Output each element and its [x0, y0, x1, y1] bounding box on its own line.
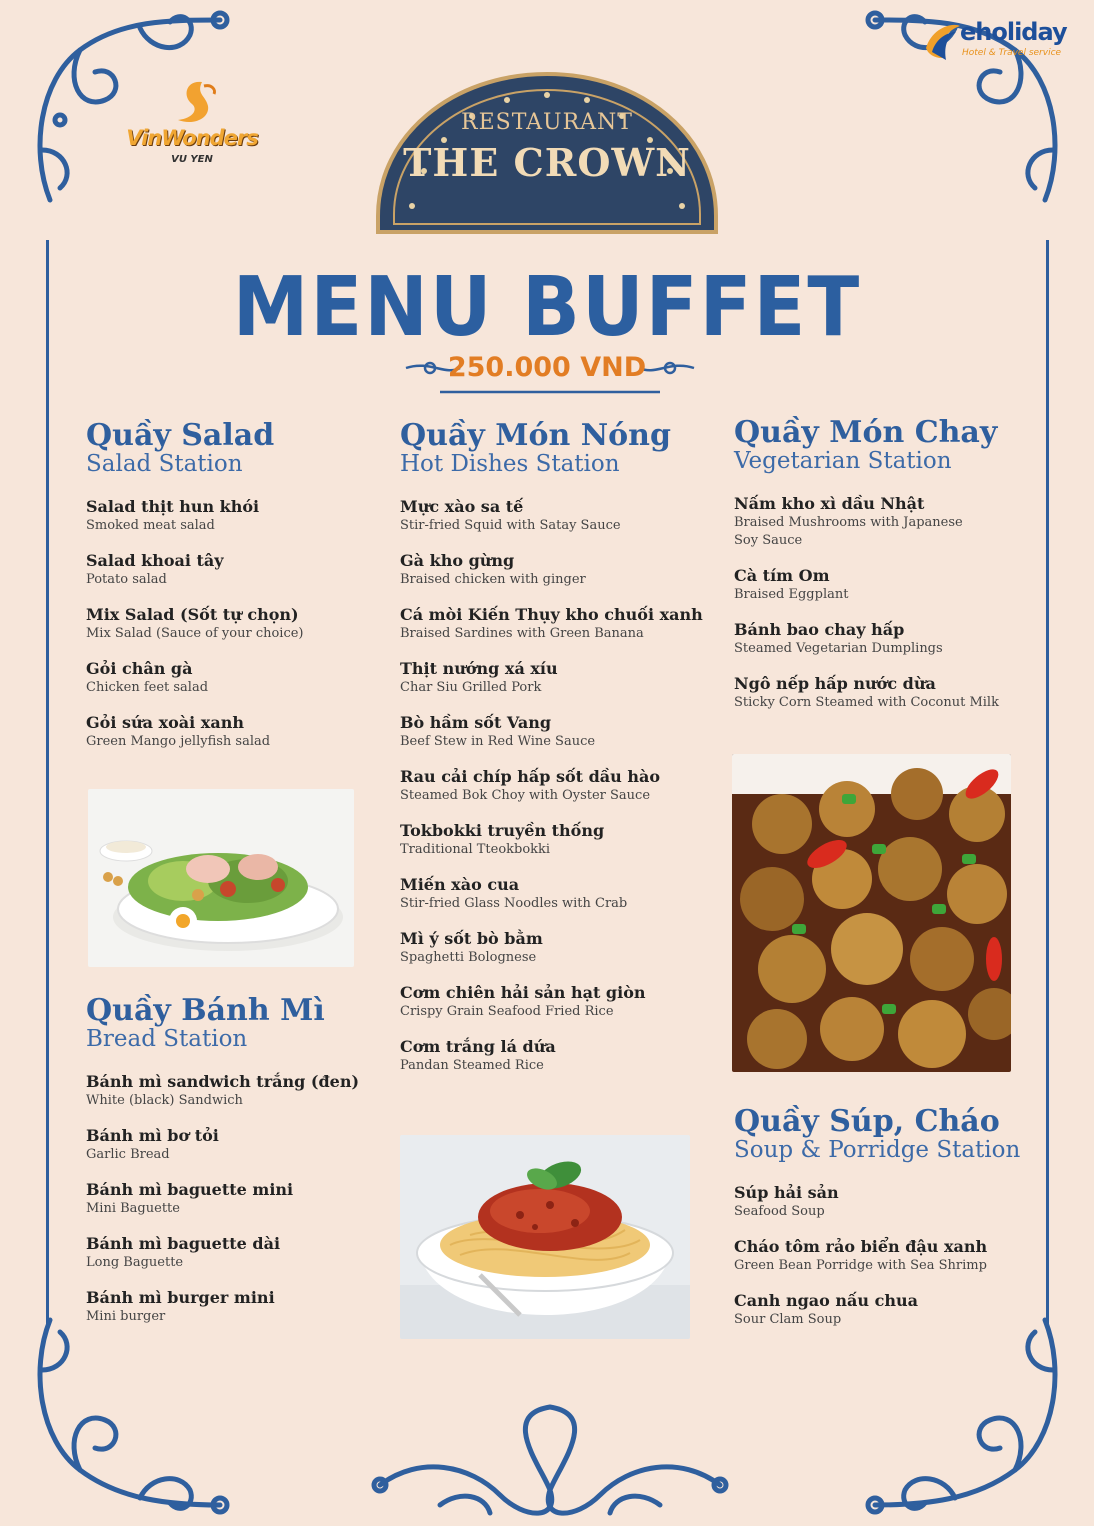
vinwonders-logo	[112, 78, 272, 178]
item-name-vi: Canh ngao nấu chua	[734, 1291, 918, 1310]
vinwonders-swan-icon	[164, 78, 220, 128]
item-name-vi: Gỏi chân gà	[86, 659, 193, 678]
item-name-en: Steamed Bok Choy with Oyster Sauce	[400, 788, 651, 803]
item-name-en: Mini Baguette	[86, 1201, 180, 1216]
vinwonders-sub: VU YEN	[171, 154, 213, 165]
menu-item	[400, 605, 720, 643]
menu-item	[86, 713, 386, 751]
item-name-vi: Salad thịt hun khói	[86, 497, 260, 516]
restaurant-name: THE CROWN	[403, 140, 691, 185]
item-name-vi: Gỏi sứa xoài xanh	[86, 713, 244, 732]
section-title-en: Vegetarian Station	[734, 448, 952, 474]
item-name-en: Braised chicken with ginger	[400, 572, 586, 587]
menu-item	[400, 1037, 720, 1075]
menu-item	[400, 551, 720, 589]
item-name-vi: Súp hải sản	[734, 1183, 839, 1202]
section-title-en: Soup & Porridge Station	[734, 1137, 1021, 1163]
menu-item	[734, 674, 1034, 712]
item-name-vi: Bò hầm sốt Vang	[400, 713, 552, 732]
menu-item	[734, 1291, 1034, 1329]
item-name-vi: Mì ý sốt bò bằm	[400, 929, 543, 948]
menu-item	[400, 659, 720, 697]
hot-item-list	[400, 497, 720, 1075]
section-title-en: Hot Dishes Station	[400, 451, 620, 477]
item-name-en: Char Siu Grilled Pork	[400, 680, 542, 695]
soup-porridge-station	[734, 1104, 1034, 1345]
corner-ornament-bottom-left	[20, 1310, 250, 1526]
item-name-vi: Salad khoai tây	[86, 551, 224, 570]
item-name-en: Green Mango jellyfish salad	[86, 734, 271, 749]
menu-item	[400, 497, 720, 535]
item-name-en: Garlic Bread	[86, 1147, 170, 1162]
vegetarian-station	[734, 415, 1034, 728]
menu-item	[86, 659, 386, 697]
menu-item	[400, 929, 720, 967]
item-name-en: Mini burger	[86, 1309, 166, 1324]
restaurant-badge	[372, 66, 722, 236]
item-name-vi: Nấm kho xì dầu Nhật	[734, 494, 925, 513]
item-name-vi: Bánh mì bơ tỏi	[86, 1126, 219, 1145]
item-name-vi: Cơm chiên hải sản hạt giòn	[400, 983, 646, 1002]
menu-item	[734, 1183, 1034, 1221]
eholiday-wing-icon	[922, 18, 962, 62]
item-name-en: Beef Stew in Red Wine Sauce	[400, 734, 596, 749]
item-name-en: Spaghetti Bolognese	[400, 950, 537, 965]
mushroom-photo	[732, 754, 1011, 1072]
item-name-vi: Bánh mì baguette mini	[86, 1180, 294, 1199]
item-name-vi: Mix Salad (Sốt tự chọn)	[86, 605, 299, 624]
menu-title: MENU BUFFET	[232, 258, 862, 355]
item-name-en: Braised Sardines with Green Banana	[400, 626, 644, 641]
item-name-en: Mix Salad (Sauce of your choice)	[86, 626, 304, 641]
menu-item	[734, 620, 1034, 658]
item-name-en: Chicken feet salad	[86, 680, 209, 695]
salad-station	[86, 418, 386, 767]
menu-item	[400, 821, 720, 859]
item-name-en: Stir-fried Squid with Satay Sauce	[400, 518, 621, 533]
item-name-en: Steamed Vegetarian Dumplings	[734, 641, 943, 656]
menu-item	[86, 1126, 386, 1164]
menu-item	[734, 494, 1034, 550]
item-name-en: Stir-fried Glass Noodles with Crab	[400, 896, 628, 911]
item-name-en: Green Bean Porridge with Sea Shrimp	[734, 1258, 987, 1273]
menu-item	[86, 551, 386, 589]
item-name-vi: Bánh mì baguette dài	[86, 1234, 281, 1253]
item-name-en: Potato salad	[86, 572, 167, 587]
menu-item	[400, 767, 720, 805]
bread-station	[86, 993, 386, 1342]
vegetarian-item-list	[734, 494, 1034, 712]
item-name-en: Seafood Soup	[734, 1204, 825, 1219]
bottom-center-ornament	[360, 1395, 740, 1526]
item-name-vi: Miến xào cua	[400, 875, 520, 894]
spaghetti-photo	[400, 1135, 690, 1339]
item-name-vi: Cà tím Om	[734, 566, 830, 585]
bread-item-list	[86, 1072, 386, 1326]
eholiday-logo	[922, 14, 1067, 66]
menu-item	[734, 566, 1034, 604]
section-title-vi: Quầy Súp, Cháo	[734, 1104, 1000, 1139]
vinwonders-brand: VinWonders	[126, 126, 258, 150]
menu-item	[86, 497, 386, 535]
section-title-vi: Quầy Món Nóng	[400, 418, 671, 453]
item-name-vi: Cơm trắng lá dứa	[400, 1037, 556, 1056]
item-name-vi: Ngô nếp hấp nước dừa	[734, 674, 936, 693]
eholiday-brand: eholiday	[960, 18, 1067, 46]
item-name-en: Long Baguette	[86, 1255, 184, 1270]
menu-item	[86, 605, 386, 643]
section-title-en: Salad Station	[86, 451, 243, 477]
salad-item-list	[86, 497, 386, 751]
section-title-en: Bread Station	[86, 1026, 248, 1052]
item-name-vi: Tokbokki truyền thống	[400, 821, 605, 840]
item-name-vi: Bánh bao chay hấp	[734, 620, 905, 639]
menu-item	[400, 875, 720, 913]
item-name-vi: Cá mòi Kiến Thụy kho chuối xanh	[400, 605, 703, 624]
item-name-en: Braised Eggplant	[734, 587, 849, 602]
item-name-vi: Mực xào sa tế	[400, 497, 524, 516]
right-border-line	[1046, 240, 1049, 1330]
item-name-vi: Bánh mì sandwich trắng (đen)	[86, 1072, 360, 1091]
item-name-vi: Gà kho gừng	[400, 551, 515, 570]
item-name-en: Pandan Steamed Rice	[400, 1058, 544, 1073]
item-name-en: Sticky Corn Steamed with Coconut Milk	[734, 695, 999, 710]
eholiday-sub: Hotel & Travel service	[962, 48, 1062, 58]
section-title-vi: Quầy Bánh Mì	[86, 993, 325, 1028]
section-title-vi: Quầy Salad	[86, 418, 275, 453]
soup-item-list	[734, 1183, 1034, 1329]
salad-photo	[88, 789, 354, 967]
restaurant-label: RESTAURANT	[461, 110, 633, 135]
left-border-line	[46, 240, 49, 1330]
buffet-price: 250.000 VND	[447, 352, 647, 383]
menu-item	[86, 1072, 386, 1110]
menu-item	[86, 1234, 386, 1272]
section-title-vi: Quầy Món Chay	[734, 415, 998, 450]
item-name-en: White (black) Sandwich	[86, 1093, 243, 1108]
menu-item	[86, 1180, 386, 1218]
menu-item	[734, 1237, 1034, 1275]
item-name-vi: Cháo tôm rảo biển đậu xanh	[734, 1237, 988, 1256]
item-name-en: Traditional Tteokbokki	[400, 842, 551, 857]
item-name-vi: Bánh mì burger mini	[86, 1288, 275, 1307]
item-name-en: Braised Mushrooms with Japanese Soy Sauce	[734, 515, 963, 548]
item-name-en: Sour Clam Soup	[734, 1312, 842, 1327]
item-name-en: Smoked meat salad	[86, 518, 215, 533]
item-name-vi: Rau cải chíp hấp sốt dầu hào	[400, 767, 661, 786]
hot-dishes-station	[400, 418, 720, 1091]
item-name-vi: Thịt nướng xá xíu	[400, 659, 558, 678]
menu-item	[400, 983, 720, 1021]
menu-item	[86, 1288, 386, 1326]
menu-item	[400, 713, 720, 751]
item-name-en: Crispy Grain Seafood Fried Rice	[400, 1004, 614, 1019]
